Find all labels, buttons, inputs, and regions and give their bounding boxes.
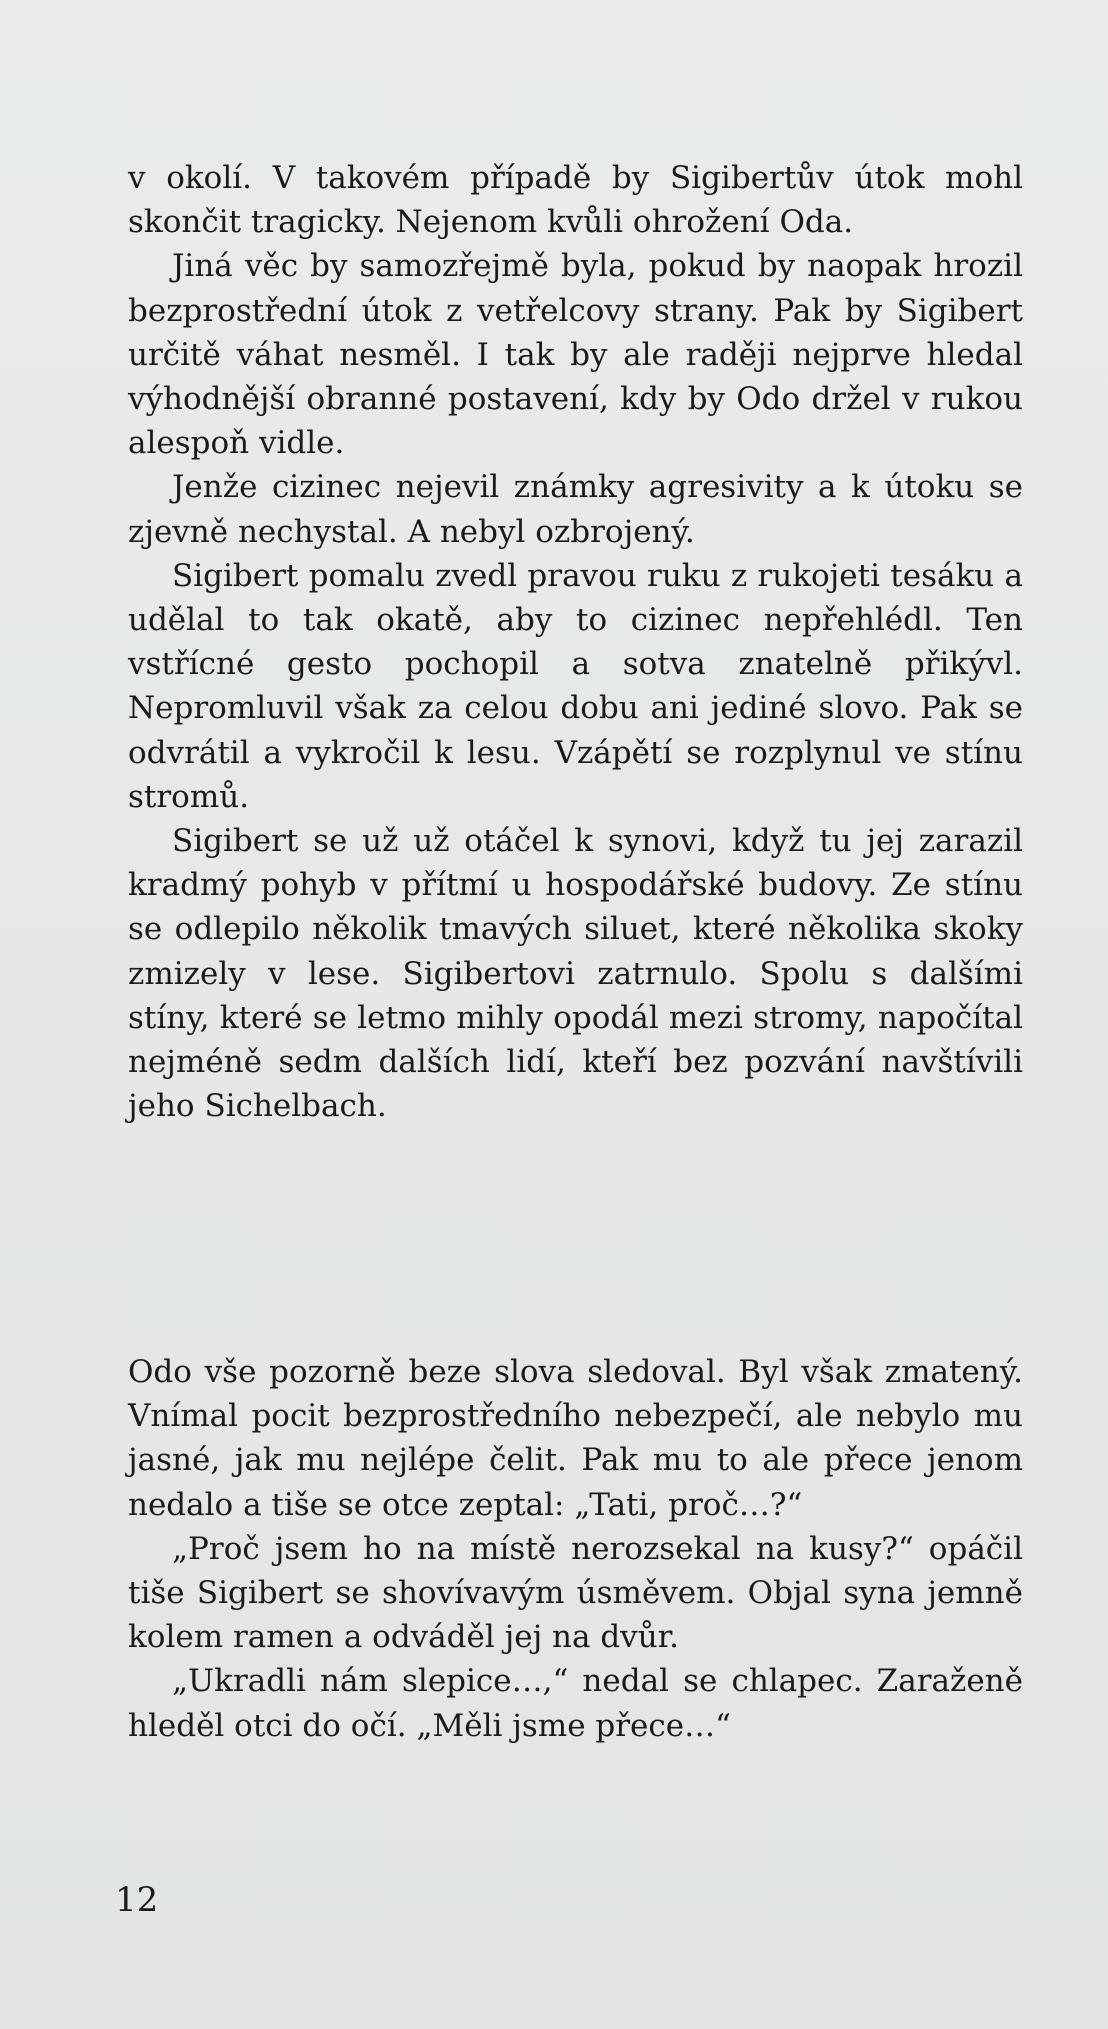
paragraph: Jiná věc by samozřejmě byla, pokud by naopak hrozil bezprostřední útok z vetřelcovy strany. Pak by Sigibert určitě váhat nesměl. I tak by ale raději nejprve hledal výhodnější obranné postavení, kdy by Odo držel v rukou alespoň vidle.: [128, 248, 1023, 462]
page-number: 12: [115, 1880, 159, 1920]
paragraph: v okolí. V takovém případě by Sigibertův útok mohl skončit tragicky. Nejenom kvůli ohrožení Oda.: [128, 160, 1023, 241]
paragraph: „Proč jsem ho na místě nerozsekal na kusy?“ opáčil tiše Sigibert se shovívavým úsměvem. Objal syna jemně kolem ramen a odváděl jej na dvůr.: [128, 1530, 1023, 1656]
paragraph: Sigibert se už už otáčel k synovi, když tu jej zarazil kradmý pohyb v přítmí u hospodářské budovy. Ze stínu se odlepilo několik tmavých siluet, které několika skoky zmizely v lese. Sigibertovi zatrnulo. Spolu s dalšími stíny, které se letmo mihly opodál mezi stromy, napočítal nejméně sedm dalších lidí, kteří bez pozvání navštívili jeho Sichelbach.: [128, 823, 1023, 1125]
text-section-2: [128, 1350, 1023, 1748]
text-section-1: [128, 156, 1023, 1128]
paragraph: Odo vše pozorně beze slova sledoval. Byl však zmatený. Vnímal pocit bezprostředního nebezpečí, ale nebylo mu jasné, jak mu nejlépe čelit. Pak mu to ale přece jenom nedalo a tiše se otce zeptal: „Tati, proč…?“: [128, 1354, 1023, 1523]
paragraph: Sigibert pomalu zvedl pravou ruku z rukojeti tesáku a udělal to tak okatě, aby to cizinec nepřehlédl. Ten vstřícné gesto pochopil a sotva znatelně přikývl. Nepromluvil však za celou dobu ani jediné slovo. Pak se odvrátil a vykročil k lesu. Vzápětí se rozplynul ve stínu stromů.: [128, 557, 1023, 815]
paragraph: Jenže cizinec nejevil známky agresivity a k útoku se zjevně nechystal. A nebyl ozbrojený.: [128, 469, 1023, 550]
paragraph: „Ukradli nám slepice…,“ nedal se chlapec. Zaraženě hleděl otci do očí. „Měli jsme přece…“: [128, 1663, 1023, 1744]
